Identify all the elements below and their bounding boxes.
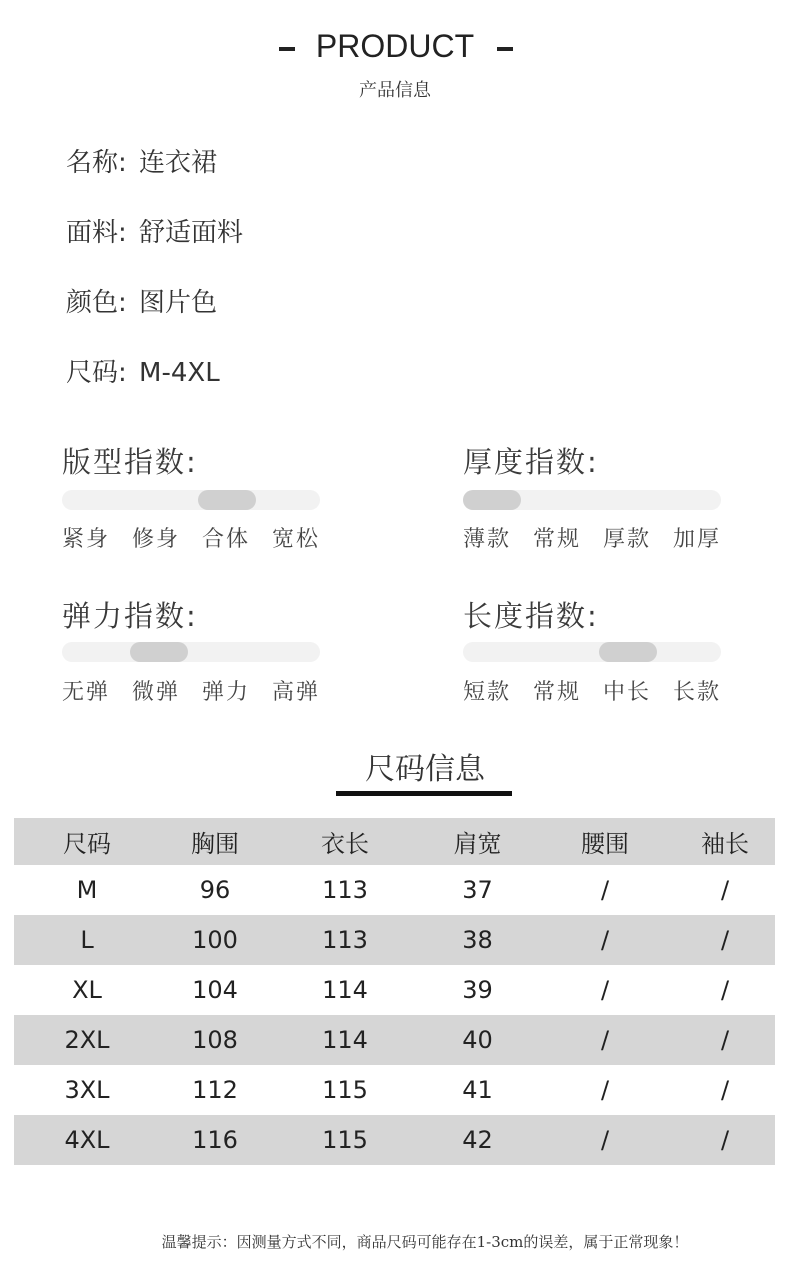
table-cell: / [720, 876, 730, 904]
table-row [14, 1015, 775, 1065]
table-cell: / [720, 1126, 730, 1154]
info-label: 名称 [66, 148, 119, 178]
fit-level: 宽松 [272, 527, 321, 552]
elasticity-index-track [62, 642, 320, 662]
thickness-level: 加厚 [673, 527, 722, 552]
table-cell: 100 [192, 926, 238, 954]
table-cell: 113 [322, 876, 368, 904]
info-sep: : [118, 148, 127, 178]
fit-index-thumb [198, 490, 256, 510]
table-cell: / [720, 926, 730, 954]
table-cell: / [600, 1126, 610, 1154]
table-row [14, 965, 775, 1015]
table-cell: 114 [322, 1026, 368, 1054]
elasticity-level: 无弹 [62, 680, 111, 705]
table-cell: 42 [462, 1126, 493, 1154]
thickness-level: 薄款 [463, 527, 512, 552]
page-subtitle: 产品信息 [359, 80, 431, 101]
info-size [66, 352, 220, 389]
header-sleeve: 袖长 [701, 830, 749, 858]
elasticity-index-title: 弹力指数: [62, 599, 198, 633]
footer-note: 温馨提示：因测量方式不同，商品尺码可能存在1-3cm的误差，属于正常现象！ [161, 1233, 689, 1251]
length-level: 常规 [533, 680, 582, 705]
info-value: 舒适面料 [139, 218, 244, 248]
table-cell: / [720, 1026, 730, 1054]
table-cell: 113 [322, 926, 368, 954]
fit-index-title: 版型指数: [62, 445, 198, 479]
header-shoulder: 肩宽 [453, 830, 502, 858]
table-cell: 116 [192, 1126, 238, 1154]
length-level: 中长 [603, 680, 652, 705]
fit-level: 紧身 [62, 527, 111, 552]
thickness-index-levels [463, 522, 743, 553]
title-dash-right [497, 47, 513, 51]
table-row [14, 865, 775, 915]
info-sep: : [118, 218, 127, 248]
fit-index-levels [62, 522, 342, 553]
table-cell: M [76, 876, 98, 904]
header-chest: 胸围 [191, 830, 239, 858]
table-cell: 96 [199, 876, 231, 904]
thickness-index-track [463, 490, 721, 510]
table-cell: 115 [322, 1126, 368, 1154]
info-value: 图片色 [139, 288, 218, 318]
table-cell: 4XL [64, 1126, 110, 1154]
table-cell: 112 [192, 1076, 238, 1104]
table-cell: / [600, 876, 610, 904]
table-cell: 108 [192, 1026, 238, 1054]
table-cell: 115 [322, 1076, 368, 1104]
info-sep: : [118, 288, 127, 318]
elasticity-index-thumb [130, 642, 188, 662]
table-cell: / [600, 1026, 610, 1054]
table-cell: / [600, 976, 610, 1004]
table-cell: 104 [192, 976, 238, 1004]
table-cell: / [600, 1076, 610, 1104]
elasticity-level: 弹力 [202, 680, 251, 705]
thickness-index-thumb [463, 490, 521, 510]
table-cell: 37 [462, 876, 493, 904]
size-section-title: 尺码信息 [365, 752, 485, 787]
length-level: 短款 [463, 680, 512, 705]
info-value: 连衣裙 [139, 148, 218, 178]
fit-level: 修身 [132, 527, 181, 552]
table-cell: 41 [462, 1076, 493, 1104]
length-index-levels [463, 675, 743, 706]
info-sep: : [118, 358, 127, 388]
table-cell: 39 [462, 976, 493, 1004]
info-label: 尺码 [66, 358, 119, 388]
table-cell: XL [72, 976, 102, 1004]
fit-level: 合体 [202, 527, 251, 552]
thickness-level: 厚款 [603, 527, 652, 552]
header-size: 尺码 [63, 830, 111, 858]
table-cell: 2XL [64, 1026, 110, 1054]
length-index-title: 长度指数: [463, 599, 599, 633]
table-row [14, 915, 775, 965]
header-waist: 腰围 [581, 830, 629, 858]
thickness-index-title: 厚度指数: [463, 445, 599, 479]
length-index-thumb [599, 642, 657, 662]
info-name [66, 142, 217, 179]
table-header-row [14, 818, 775, 865]
table-cell: / [720, 1076, 730, 1104]
fit-index-track [62, 490, 320, 510]
elasticity-level: 微弹 [132, 680, 181, 705]
table-row [14, 1115, 775, 1165]
table-cell: 40 [462, 1026, 493, 1054]
size-title-underline [336, 791, 512, 796]
elasticity-index-levels [62, 675, 342, 706]
table-cell: / [720, 976, 730, 1004]
header-length: 衣长 [321, 830, 369, 858]
length-index-track [463, 642, 721, 662]
table-cell: 3XL [64, 1076, 110, 1104]
info-label: 颜色 [66, 288, 119, 318]
info-color [66, 282, 217, 319]
table-cell: 114 [322, 976, 368, 1004]
size-table [14, 818, 775, 1165]
table-cell: 38 [462, 926, 493, 954]
page-title: PRODUCT [315, 28, 475, 64]
length-level: 长款 [673, 680, 722, 705]
table-cell: L [80, 926, 94, 954]
table-cell: / [600, 926, 610, 954]
info-value: M-4XL [139, 358, 220, 388]
info-fabric [66, 212, 243, 249]
elasticity-level: 高弹 [272, 680, 321, 705]
table-row [14, 1065, 775, 1115]
info-label: 面料 [66, 218, 119, 248]
thickness-level: 常规 [533, 527, 582, 552]
